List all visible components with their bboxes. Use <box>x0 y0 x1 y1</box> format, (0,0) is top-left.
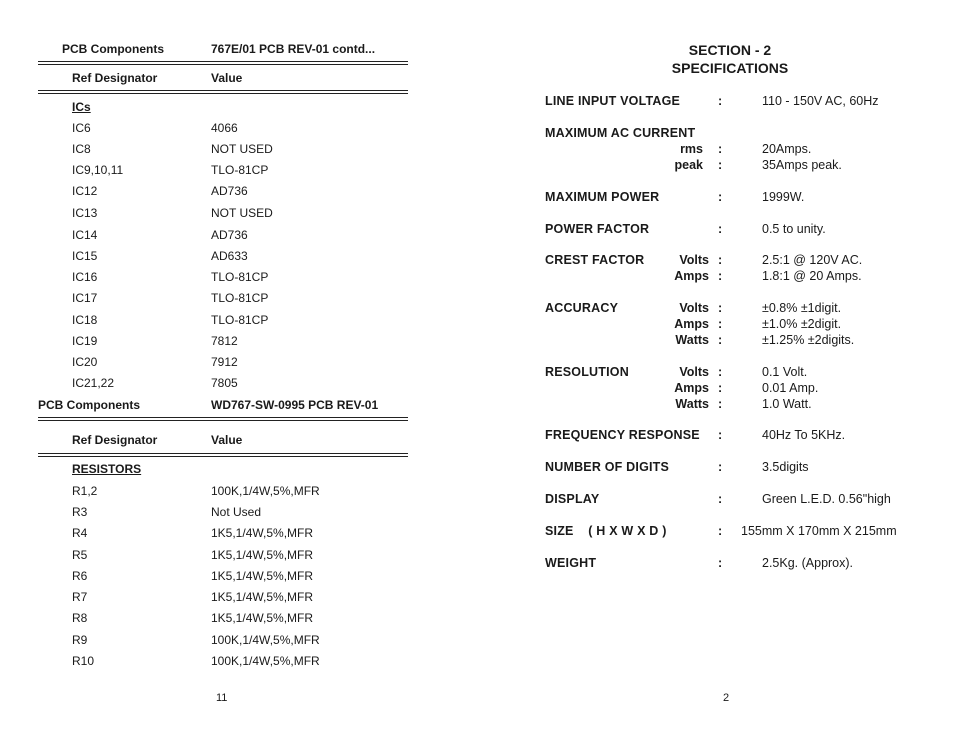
spec-line-input-label: LINE INPUT VOLTAGE <box>545 94 681 108</box>
resistor-value: Not Used <box>211 505 262 519</box>
spec-colon: : <box>718 428 723 442</box>
resistor-ref: R3 <box>72 505 88 519</box>
divider <box>38 61 408 65</box>
resistor-value: 1K5,1/4W,5%,MFR <box>211 611 314 625</box>
pcb-title-2: WD767-SW-0995 PCB REV-01 <box>211 398 379 412</box>
ic-value: AD633 <box>211 249 248 263</box>
ic-ref: IC20 <box>72 355 98 369</box>
spec-frequency-response-label: FREQUENCY RESPONSE <box>545 428 700 442</box>
resistor-ref: R6 <box>72 569 88 583</box>
spec-size-label: SIZE ( H X W X D ) <box>545 524 667 538</box>
ic-ref: IC13 <box>72 206 98 220</box>
ic-value: AD736 <box>211 184 248 198</box>
ic-ref: IC14 <box>72 228 98 242</box>
resistor-value: 1K5,1/4W,5%,MFR <box>211 526 314 540</box>
resistor-value: 1K5,1/4W,5%,MFR <box>211 590 314 604</box>
resistor-value: 100K,1/4W,5%,MFR <box>211 633 320 647</box>
spec-resolution-watts-label: Watts <box>675 397 709 411</box>
resistor-ref: R1,2 <box>72 484 98 498</box>
spec-resolution-watts-value: 1.0 Watt. <box>762 397 812 411</box>
pcb-title-1: 767E/01 PCB REV-01 contd... <box>211 42 376 56</box>
spec-resolution-amps-value: 0.01 Amp. <box>762 381 819 395</box>
pcb-components-label-2: PCB Components <box>38 398 140 412</box>
spec-colon: : <box>718 460 723 474</box>
spec-number-of-digits-value: 3.5digits <box>762 460 809 474</box>
spec-colon: : <box>718 397 723 411</box>
spec-accuracy-watts-label: Watts <box>675 333 709 347</box>
ic-value: TLO-81CP <box>211 163 269 177</box>
ics-heading: ICs <box>72 100 91 114</box>
spec-colon: : <box>718 556 723 570</box>
spec-resolution-amps-label: Amps <box>674 381 709 395</box>
spec-accuracy-amps-value: ±1.0% ±2digit. <box>762 317 842 331</box>
spec-accuracy-volts-value: ±0.8% ±1digit. <box>762 301 842 315</box>
spec-crest-factor-label: CREST FACTOR <box>545 253 645 267</box>
section-subtitle: SPECIFICATIONS <box>671 60 789 76</box>
ic-value: 7812 <box>211 334 238 348</box>
spec-colon: : <box>718 381 723 395</box>
ic-ref: IC21,22 <box>72 376 115 390</box>
spec-colon: : <box>718 524 723 538</box>
ic-value: TLO-81CP <box>211 291 269 305</box>
ic-value: TLO-81CP <box>211 270 269 284</box>
spec-colon: : <box>718 158 723 172</box>
spec-max-power-value: 1999W. <box>762 190 805 204</box>
ic-value: NOT USED <box>211 142 273 156</box>
spec-colon: : <box>718 317 723 331</box>
resistor-ref: R4 <box>72 526 88 540</box>
spec-display-value: Green L.E.D. 0.56"high <box>762 492 891 506</box>
spec-colon: : <box>718 142 723 156</box>
spec-colon: : <box>718 222 723 236</box>
spec-crest-volts-label: Volts <box>679 253 709 267</box>
divider <box>38 90 408 94</box>
spec-colon: : <box>718 333 723 347</box>
spec-accuracy-label: ACCURACY <box>545 301 619 315</box>
divider <box>38 453 408 457</box>
resistor-value: 100K,1/4W,5%,MFR <box>211 484 320 498</box>
spec-resolution-label: RESOLUTION <box>545 365 629 379</box>
spec-peak-value: 35Amps peak. <box>762 158 842 172</box>
spec-rms-label: rms <box>680 142 703 156</box>
resistor-value: 100K,1/4W,5%,MFR <box>211 654 320 668</box>
page-number-left: 11 <box>216 692 228 704</box>
page-number-right: 2 <box>723 692 730 704</box>
resistors-heading: RESISTORS <box>72 462 142 476</box>
spec-max-ac-current-label: MAXIMUM AC CURRENT <box>545 126 696 140</box>
resistor-value: 1K5,1/4W,5%,MFR <box>211 569 314 583</box>
spec-crest-amps-value: 1.8:1 @ 20 Amps. <box>762 269 862 283</box>
ic-ref: IC12 <box>72 184 98 198</box>
spec-power-factor-value: 0.5 to unity. <box>762 222 826 236</box>
spec-accuracy-watts-value: ±1.25% ±2digits. <box>762 333 855 347</box>
resistor-ref: R10 <box>72 654 95 668</box>
ic-value: TLO-81CP <box>211 313 269 327</box>
spec-rms-value: 20Amps. <box>762 142 812 156</box>
spec-colon: : <box>718 301 723 315</box>
spec-weight-label: WEIGHT <box>545 556 597 570</box>
spec-size-value: 155mm X 170mm X 215mm <box>741 524 897 538</box>
ic-ref: IC9,10,11 <box>72 163 124 177</box>
spec-max-power-label: MAXIMUM POWER <box>545 190 660 204</box>
spec-colon: : <box>718 269 723 283</box>
ic-ref: IC19 <box>72 334 98 348</box>
spec-peak-label: peak <box>674 158 703 172</box>
spec-colon: : <box>718 94 723 108</box>
divider <box>38 417 408 421</box>
spec-weight-value: 2.5Kg. (Approx). <box>762 556 854 570</box>
spec-colon: : <box>718 492 723 506</box>
spec-colon: : <box>718 190 723 204</box>
spec-power-factor-label: POWER FACTOR <box>545 222 650 236</box>
spec-colon: : <box>718 253 723 267</box>
pcb-components-label-1: PCB Components <box>62 42 164 56</box>
spec-line-input-value: 110 - 150V AC, 60Hz <box>762 94 879 108</box>
spec-frequency-response-value: 40Hz To 5KHz. <box>762 428 846 442</box>
col-header-ref-2: Ref Designator <box>72 433 158 447</box>
spec-resolution-volts-value: 0.1 Volt. <box>762 365 808 379</box>
spec-resolution-volts-label: Volts <box>679 365 709 379</box>
resistor-ref: R7 <box>72 590 88 604</box>
section-title: SECTION - 2 <box>688 42 772 58</box>
ic-value: NOT USED <box>211 206 273 220</box>
resistor-ref: R9 <box>72 633 88 647</box>
col-header-value-2: Value <box>211 433 243 447</box>
spec-crest-amps-label: Amps <box>674 269 709 283</box>
spec-colon: : <box>718 365 723 379</box>
spec-number-of-digits-label: NUMBER OF DIGITS <box>545 460 670 474</box>
col-header-value-1: Value <box>211 71 243 85</box>
ic-value: 4066 <box>211 121 238 135</box>
spec-accuracy-volts-label: Volts <box>679 301 709 315</box>
resistor-value: 1K5,1/4W,5%,MFR <box>211 548 314 562</box>
spec-crest-volts-value: 2.5:1 @ 120V AC. <box>762 253 863 267</box>
spec-display-label: DISPLAY <box>545 492 600 506</box>
ic-ref: IC17 <box>72 291 98 305</box>
ic-value: 7805 <box>211 376 238 390</box>
ic-value: AD736 <box>211 228 248 242</box>
ic-ref: IC8 <box>72 142 91 156</box>
ic-ref: IC15 <box>72 249 98 263</box>
ic-ref: IC18 <box>72 313 98 327</box>
ic-ref: IC16 <box>72 270 98 284</box>
spec-accuracy-amps-label: Amps <box>674 317 709 331</box>
resistor-ref: R5 <box>72 548 88 562</box>
ic-value: 7912 <box>211 355 238 369</box>
col-header-ref-1: Ref Designator <box>72 71 158 85</box>
ic-ref: IC6 <box>72 121 91 135</box>
resistor-ref: R8 <box>72 611 88 625</box>
